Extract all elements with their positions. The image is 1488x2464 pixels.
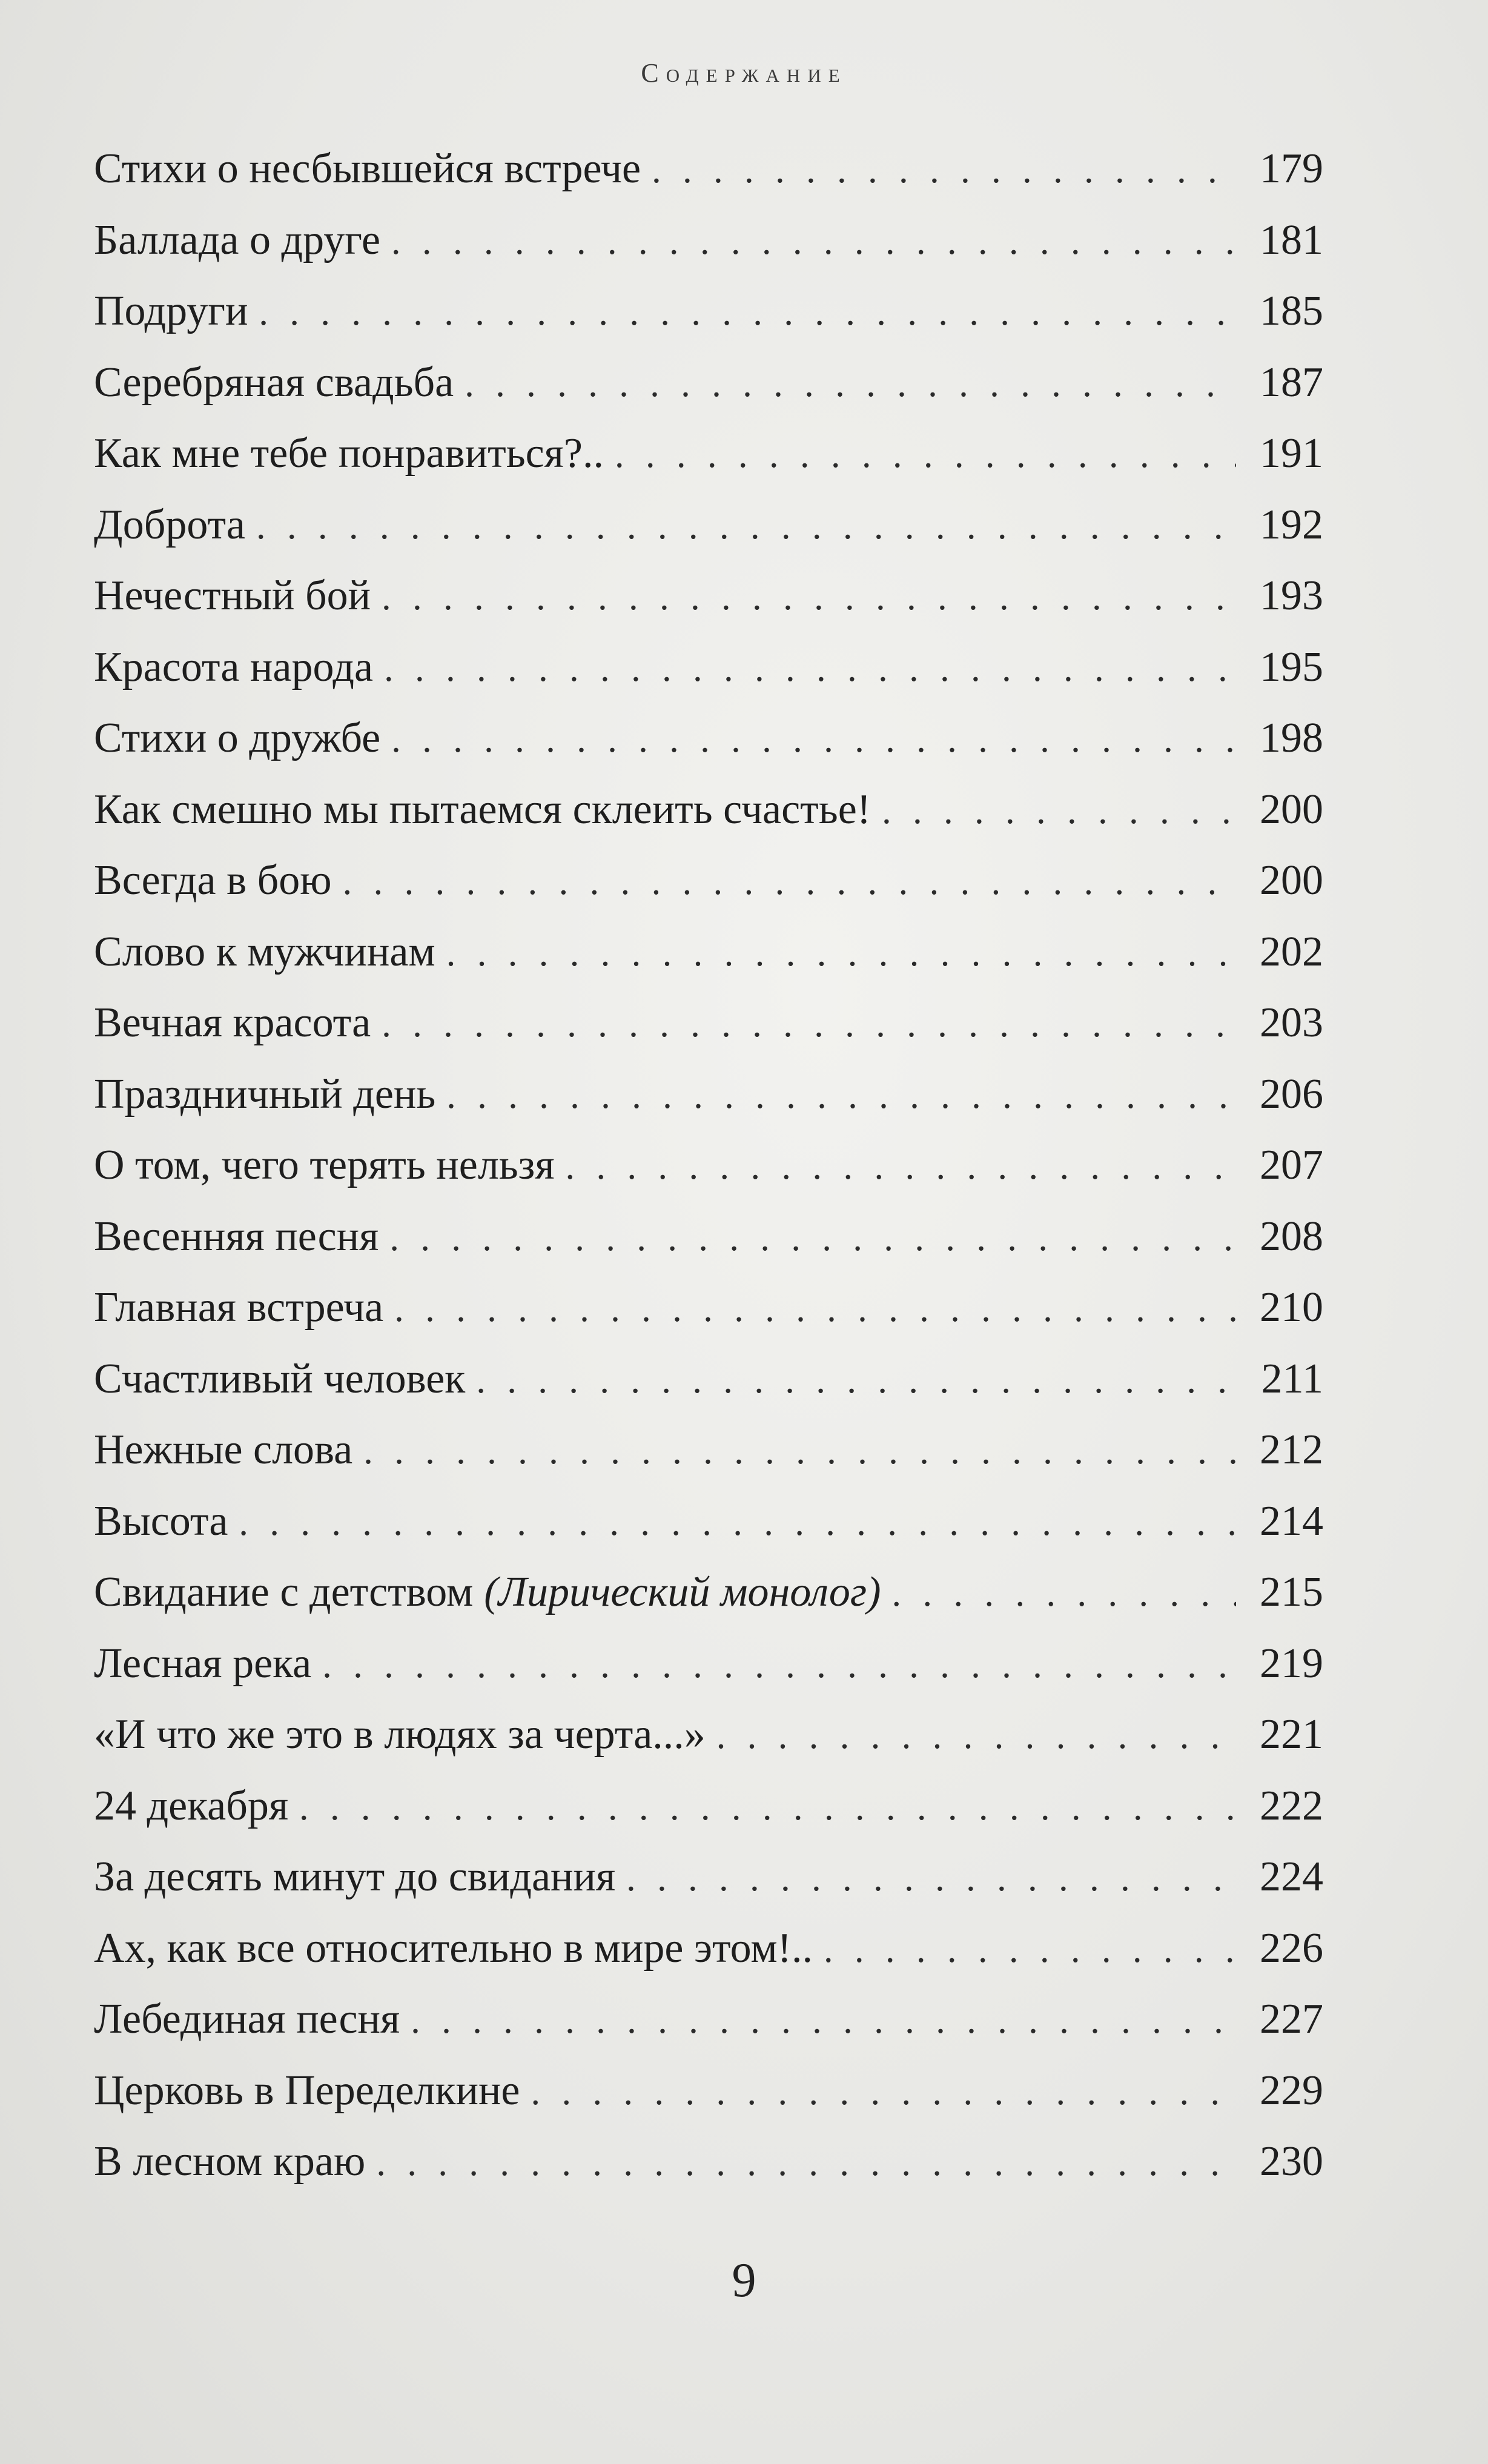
toc-entry <box>94 1059 1323 1130</box>
toc-entry <box>94 1913 1323 1984</box>
toc-entry-page-number: 222 <box>1260 1782 1323 1829</box>
toc-entry <box>94 276 1323 347</box>
toc-entry-title-text: Весенняя песня <box>94 1213 379 1260</box>
toc-entry-page-number: 181 <box>1260 216 1323 263</box>
toc-entry-title-text: Как мне тебе понравиться?.. <box>94 430 604 477</box>
toc-entry-title-text: Праздничный день <box>94 1070 436 1118</box>
toc-entry <box>94 489 1323 561</box>
toc-entry <box>94 1414 1323 1486</box>
toc-entry-title <box>94 1770 288 1842</box>
toc-entry <box>94 987 1323 1059</box>
toc-entry-title-text: О том, чего терять нельзя <box>94 1142 555 1188</box>
dot-leader <box>716 1701 1236 1772</box>
toc-entry-title-text: Стихи о несбывшейся встрече <box>94 145 641 192</box>
toc-entry-title <box>94 1913 813 1984</box>
running-head: Содержание <box>641 58 847 88</box>
toc-entry-title <box>94 1628 311 1700</box>
toc-entry <box>94 1343 1323 1415</box>
toc-entry-title <box>94 276 248 347</box>
toc-entry-title <box>94 774 871 846</box>
toc-entry <box>94 1628 1323 1700</box>
dot-leader <box>882 776 1236 847</box>
dot-leader <box>299 1772 1236 1844</box>
table-of-contents <box>94 133 1323 2197</box>
dot-leader <box>343 847 1236 918</box>
toc-entry-title-text: Всегда в бою <box>94 857 332 904</box>
toc-entry-title <box>94 987 371 1059</box>
toc-entry-title-text: Доброта <box>94 501 245 548</box>
dot-leader <box>382 989 1236 1061</box>
toc-entry-title <box>94 418 604 489</box>
toc-entry-page-number: 208 <box>1260 1213 1323 1260</box>
toc-entry-title-text: Серебряная свадьба <box>94 359 454 406</box>
toc-entry-title-text: Красота народа <box>94 643 374 691</box>
toc-entry <box>94 1770 1323 1842</box>
toc-entry-page-number: 179 <box>1260 145 1323 192</box>
dot-leader <box>446 918 1236 990</box>
toc-entry-page-number: 207 <box>1260 1142 1323 1188</box>
toc-entry-title-text: Нежные слова <box>94 1426 353 1473</box>
dot-leader <box>259 277 1236 349</box>
toc-entry-title-text: Вечная красота <box>94 999 371 1046</box>
dot-leader <box>531 2057 1237 2128</box>
toc-entry-title-text: Церковь в Переделкине <box>94 2067 520 2114</box>
toc-entry-title <box>94 560 371 632</box>
toc-entry-title <box>94 845 332 916</box>
toc-entry-title-text: Слово к мужчинам <box>94 928 435 975</box>
toc-entry-page-number: 210 <box>1260 1284 1323 1331</box>
toc-entry-title <box>94 1486 228 1557</box>
toc-entry-page-number: 192 <box>1260 501 1323 548</box>
toc-entry-title-text: Как смешно мы пытаемся склеить счастье! <box>94 786 871 833</box>
toc-entry-page-number: 214 <box>1260 1497 1323 1545</box>
dot-leader <box>411 1985 1236 2057</box>
toc-entry-page-number: 195 <box>1260 643 1323 691</box>
dot-leader <box>363 1416 1236 1488</box>
toc-entry <box>94 1841 1323 1913</box>
toc-entry-page-number: 212 <box>1260 1426 1323 1473</box>
dot-leader <box>384 634 1236 705</box>
toc-entry-page-number: 224 <box>1260 1853 1323 1900</box>
toc-entry <box>94 632 1323 703</box>
toc-entry-title <box>94 347 454 419</box>
toc-entry <box>94 845 1323 916</box>
toc-entry-page-number: 227 <box>1260 1996 1323 2042</box>
toc-entry-title <box>94 703 380 774</box>
toc-entry-title-text: Высота <box>94 1497 228 1545</box>
toc-entry-title-text: Стихи о дружбе <box>94 715 381 761</box>
toc-entry-page-number: 203 <box>1260 999 1323 1046</box>
toc-entry-subtitle: (Лирический монолог) <box>484 1569 881 1615</box>
dot-leader <box>239 1488 1236 1559</box>
toc-entry <box>94 1699 1323 1770</box>
toc-entry-title-text: Лебединая песня <box>94 1996 400 2042</box>
toc-entry <box>94 2055 1323 2127</box>
toc-entry-title <box>94 1343 465 1415</box>
toc-entry-page-number: 200 <box>1260 857 1323 904</box>
toc-entry-title-text: Нечестный бой <box>94 572 371 619</box>
toc-entry-title <box>94 2126 365 2197</box>
toc-entry <box>94 560 1323 632</box>
toc-entry <box>94 1201 1323 1273</box>
dot-leader <box>892 1558 1236 1630</box>
toc-entry <box>94 774 1323 846</box>
toc-entry-title <box>94 489 245 561</box>
toc-entry-page-number: 187 <box>1260 359 1323 406</box>
toc-entry <box>94 205 1323 276</box>
toc-entry-page-number: 200 <box>1260 786 1323 833</box>
toc-entry <box>94 1272 1323 1343</box>
toc-entry-title-text: Главная встреча <box>94 1284 384 1331</box>
toc-entry-title <box>94 1984 400 2055</box>
toc-entry-title <box>94 1059 435 1130</box>
toc-entry-page-number: 185 <box>1260 288 1323 334</box>
toc-entry-title <box>94 205 380 276</box>
toc-entry-page-number: 221 <box>1260 1711 1323 1758</box>
dot-leader <box>446 1061 1236 1132</box>
toc-entry-title <box>94 1557 881 1628</box>
dot-leader <box>615 420 1236 491</box>
toc-entry <box>94 347 1323 419</box>
toc-entry-page-number: 198 <box>1260 715 1323 761</box>
toc-entry <box>94 1557 1323 1628</box>
toc-entry-page-number: 202 <box>1260 928 1323 975</box>
dot-leader <box>465 349 1236 420</box>
toc-entry-title-text: Лесная река <box>94 1640 312 1687</box>
toc-entry <box>94 1130 1323 1201</box>
dot-leader <box>652 135 1236 207</box>
toc-entry-page-number: 215 <box>1260 1569 1323 1615</box>
toc-entry <box>94 703 1323 774</box>
toc-entry-title <box>94 1130 555 1201</box>
toc-entry-title-text: «И что же это в людях за черта...» <box>94 1711 706 1758</box>
dot-leader <box>382 562 1236 634</box>
toc-entry-title <box>94 1841 615 1913</box>
page-number: 9 <box>732 2254 756 2307</box>
toc-entry-page-number: 230 <box>1260 2138 1323 2185</box>
toc-entry-title <box>94 916 435 988</box>
dot-leader <box>389 1203 1236 1274</box>
toc-entry-title-text: 24 декабря <box>94 1782 289 1829</box>
toc-entry-page-number: 219 <box>1260 1640 1323 1687</box>
dot-leader <box>566 1131 1236 1203</box>
toc-entry <box>94 916 1323 988</box>
toc-entry-title <box>94 632 373 703</box>
toc-entry <box>94 2126 1323 2197</box>
dot-leader <box>391 207 1236 278</box>
toc-entry-page-number: 226 <box>1260 1924 1323 1972</box>
toc-entry <box>94 133 1323 205</box>
toc-entry-title-text: В лесном краю <box>94 2138 366 2185</box>
toc-entry-title <box>94 2055 520 2127</box>
toc-entry-title-text: Свидание с детством <box>94 1569 474 1615</box>
toc-entry-title <box>94 1414 352 1486</box>
dot-leader <box>376 2128 1236 2199</box>
dot-leader <box>391 704 1236 776</box>
dot-leader <box>476 1345 1236 1417</box>
toc-entry-title <box>94 1201 379 1273</box>
toc-entry-title-text: За десять минут до свидания <box>94 1853 616 1900</box>
dot-leader <box>322 1630 1236 1701</box>
toc-entry-title-text: Счастливый человек <box>94 1355 466 1402</box>
toc-entry <box>94 1984 1323 2055</box>
toc-entry <box>94 1486 1323 1557</box>
toc-entry-title <box>94 1699 706 1770</box>
dot-leader <box>824 1915 1236 1986</box>
toc-entry-title-text: Баллада о друге <box>94 216 381 263</box>
dot-leader <box>256 491 1236 563</box>
toc-entry-title <box>94 1272 383 1343</box>
toc-entry-page-number: 211 <box>1261 1355 1323 1402</box>
toc-entry <box>94 418 1323 489</box>
dot-leader <box>626 1843 1236 1915</box>
toc-entry-title-text: Ах, как все относительно в мире этом!.. <box>94 1924 813 1972</box>
toc-entry-title-text: Подруги <box>94 288 248 334</box>
toc-entry-page-number: 206 <box>1260 1070 1323 1118</box>
toc-entry-page-number: 229 <box>1260 2067 1323 2114</box>
toc-entry-title <box>94 133 641 205</box>
dot-leader <box>394 1274 1236 1345</box>
toc-entry-page-number: 191 <box>1260 430 1323 477</box>
toc-entry-page-number: 193 <box>1260 572 1323 619</box>
